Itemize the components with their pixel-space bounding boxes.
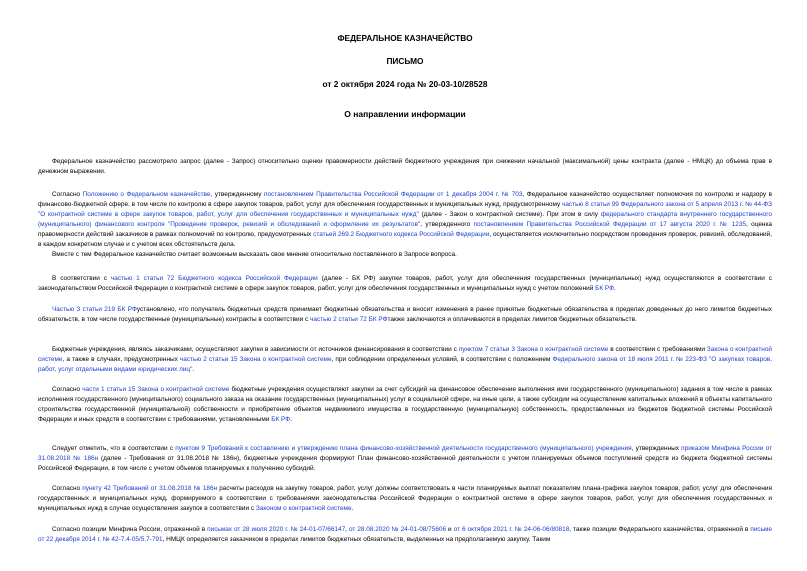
paragraph-text: бюджетные учреждения осуществляют закупки за счет субсидий на финансовое обеспечение выполнения ими государственного (муниципального) задания в том числе в рамках исполнения государственного (муниципального) социального заказа на оказание государственных (муниципальных) услуг в социальной сфере, на иные цели, а также субсидии на осуществление капитальных вложений в объекты капитального строительства государственной (муниципальной) собственности и приобретение объектов недвижимого имущества в государственную (муниципальную) собственность, предоставленных из бюджетов бюджетной системы Российской Федерации и иных средств в соответствии с требованиями, установленными xyxy=(38,386,772,424)
paragraph-text: Согласно позиции Минфина России, отраженной в xyxy=(52,526,208,533)
paragraph-1 xyxy=(38,157,772,177)
paragraph-5 xyxy=(38,305,772,325)
document-link[interactable]: приказом Минфина России от 31.08.2018 № 186н xyxy=(38,445,772,463)
paragraph-10 xyxy=(38,525,772,545)
paragraph-text: , при соблюдении определенных условий, в соответствии с положением xyxy=(331,356,553,364)
document-link[interactable]: постановлением Правительства Российской Федерации от 17 августа 2020 г. № 1235 xyxy=(473,221,747,229)
paragraph-text: , оценка правомерности действий заказчиков в рамках полномочий по контролю, предусмотренных xyxy=(38,221,772,239)
paragraph-6 xyxy=(38,345,772,375)
paragraph-text: (далее - Требования от 31.08.2018 № 186н), бюджетные учреждения формируют План финансово-хозяйственной деятельности с учетом планируемых объемов поступлений средств из бюджета бюджетной системы Российской Федерации, в том числе с учетом объемов планируемых к получению субсидий. xyxy=(38,455,772,473)
paragraph-4 xyxy=(38,274,772,294)
document-type: ПИСЬМО xyxy=(386,56,424,66)
paragraph-text: . xyxy=(351,505,354,513)
paragraph-text: Федеральное казначейство рассмотрело запрос (далее - Запрос) относительно оценки правомерности действий бюджетного учреждения при снижении начальной (максимальной) цены контракта (далее - НМЦК) до объема прав в денежном выражении. xyxy=(38,158,772,176)
paragraph-text: . xyxy=(614,285,616,293)
document-link[interactable]: частью 8 статьи 99 Федерального закона от 5 апреля 2013 г. № 44-ФЗ "О контрактной системе в сфере закупок товаров, работ, услуг для обеспечения государственных и муниципальных нужд" xyxy=(38,201,773,219)
paragraph-text: , а также в случаях, предусмотренных xyxy=(62,356,180,364)
agency-title: ФЕДЕРАЛЬНОЕ КАЗНАЧЕЙСТВО xyxy=(337,33,473,43)
paragraph-text: , утвержденному xyxy=(210,191,264,198)
document-link[interactable]: БК РФ xyxy=(595,285,615,293)
document-date-number: от 2 октября 2024 года № 20-03-10/28528 xyxy=(322,79,488,89)
document-link[interactable]: Частью 3 статьи 219 БК РФ xyxy=(52,306,137,313)
paragraph-8 xyxy=(38,444,772,474)
document-link[interactable]: письмах от 28 июля 2020 г. № 24-01-07/66147 xyxy=(207,526,346,533)
document-link[interactable]: от 6 октября 2021 г. № 24-06-06/80818 xyxy=(453,526,570,533)
document-link[interactable]: Положению о Федеральном казначействе xyxy=(82,191,211,198)
document-link[interactable]: пункту 42 Требований от 31.08.2018 № 186н xyxy=(82,485,218,492)
document-link[interactable]: части 1 статьи 15 Закона о контрактной системе xyxy=(82,386,230,393)
document-link[interactable]: частью 2 статьи 15 Закона о контрактной системе xyxy=(179,356,332,364)
paragraph-text: Согласно xyxy=(52,386,83,393)
document-link[interactable]: статьей 269.2 Бюджетного кодекса Российской Федерации xyxy=(313,231,490,239)
document-link[interactable]: постановлением Правительства Российской Федерации от 1 декабря 2004 г. № 703 xyxy=(263,191,523,198)
document-link[interactable]: пунктом 7 статьи 3 Закона о контрактной системе xyxy=(458,346,609,353)
paragraph-text: . xyxy=(290,416,292,424)
document-link[interactable]: от 28.08.2020 № 24-01-08/75606 xyxy=(348,526,447,533)
paragraph-text: установлено, что получатель бюджетных средств принимает бюджетные обязательства и вносит изменения в ранее принятые бюджетные обязательства в пределах доведенных до него лимитов бюджетных обязательств, в том числе государственные (муниципальные) контракты в соответствии с xyxy=(38,306,772,324)
paragraph-text: (далее - БК РФ) закупки товаров, работ, услуг для обеспечения государственных (муниципальных) нужд осуществляются в соответствии с законодательством Российской Федерации о контрактной системе в сфере закупок товаров, работ, услуг для обеспечения государственных и муниципальных нужд с учетом положений xyxy=(38,275,772,293)
paragraph-2 xyxy=(38,190,772,251)
paragraph-text: , Федеральное казначейство осуществляет полномочия по контролю и надзору в финансово-бюджетной сфере, в том числе по контролю в сфере закупок товаров, работ, услуг для обеспечения государственных и муниципальных нужд, предусмотренному xyxy=(38,191,772,209)
paragraph-9 xyxy=(38,484,772,514)
paragraph-text: также заключаются и оплачиваются в пределах лимитов бюджетных обязательств. xyxy=(387,316,637,324)
paragraph-text: , xyxy=(345,526,349,533)
paragraph-text: , утвержденного xyxy=(420,221,474,229)
paragraph-text: Согласно xyxy=(52,485,83,492)
document-link[interactable]: письме от 22 декабря 2014 г. № 42-7.4-05/5.7-791 xyxy=(38,526,773,544)
paragraph-text: (далее - Закон о контрактной системе). При этом в силу xyxy=(418,211,601,219)
document-link[interactable]: пунктом 9 Требований к составлению и утверждению плана финансово-хозяйственной деятельности государственного (муниципального) учреждения xyxy=(175,445,632,452)
document-link[interactable]: Федерального закона от 18 июля 2011 г. № 223-ФЗ "О закупках товаров, работ, услуг отдельными видами юридических лиц" xyxy=(38,356,773,374)
document-subject: О направлении информации xyxy=(344,109,466,119)
paragraph-text: Следует отметить, что в соответствии с xyxy=(52,445,176,452)
paragraph-text: , НМЦК определяется заказчиком в пределах лимитов бюджетных обязательств, выделенных на предполагаемую закупку. Таким xyxy=(162,536,551,544)
paragraph-text: , утвержденных xyxy=(631,445,682,452)
paragraph-text: , также позиции Федерального казначейства, отраженной в xyxy=(569,526,751,533)
paragraph-text: Вместе с тем Федеральное казначейство считает возможным высказать свое мнение относительно поставленного в Запросе вопроса. xyxy=(52,251,457,258)
paragraph-text: . xyxy=(192,366,195,374)
paragraph-3 xyxy=(38,250,772,260)
paragraph-text: , осуществляется исключительно посредством проведения проверок, ревизий, обследований, в каждом конкретном случае и с учетом всех обстоятельств дела. xyxy=(38,231,773,249)
paragraph-text: Бюджетные учреждения, являясь заказчиками, осуществляют закупки в зависимости от источников финансирования в соответствии с xyxy=(52,346,459,353)
document-link[interactable]: частью 2 статьи 72 БК РФ xyxy=(310,316,388,324)
document-link[interactable]: федерального стандарта внутреннего государственного (муниципального) финансового контроля "Проведение проверок, ревизий и обследований и оформление их результатов" xyxy=(38,211,773,229)
document-link[interactable]: частью 1 статьи 72 Бюджетного кодекса Российской Федерации xyxy=(110,275,318,282)
document-link[interactable]: БК РФ xyxy=(271,416,291,424)
document-link[interactable]: Законом о контрактной системе xyxy=(255,505,352,513)
paragraph-text: в соответствии с требованиями xyxy=(608,346,707,353)
paragraph-text: расчеты расходов на закупку товаров, работ, услуг должны соответствовать в части планируемых выплат показателям плана-графика закупок товаров, работ, услуг для обеспечения государственных и муниципальных нужд, формируемого в соответствии с требованиями законодательства Российской Федерации о контрактной системе в сфере закупок товаров, работ, услуг для обеспечения государственных и муниципальных нужд в случае осуществления закупок в соответствии с xyxy=(38,485,772,513)
paragraph-7 xyxy=(38,385,772,425)
paragraph-text: и xyxy=(446,526,454,533)
paragraph-text: В соответствии с xyxy=(52,275,111,282)
document-link[interactable]: Закона о контрактной системе xyxy=(38,346,773,364)
paragraph-text: Согласно xyxy=(52,191,83,198)
